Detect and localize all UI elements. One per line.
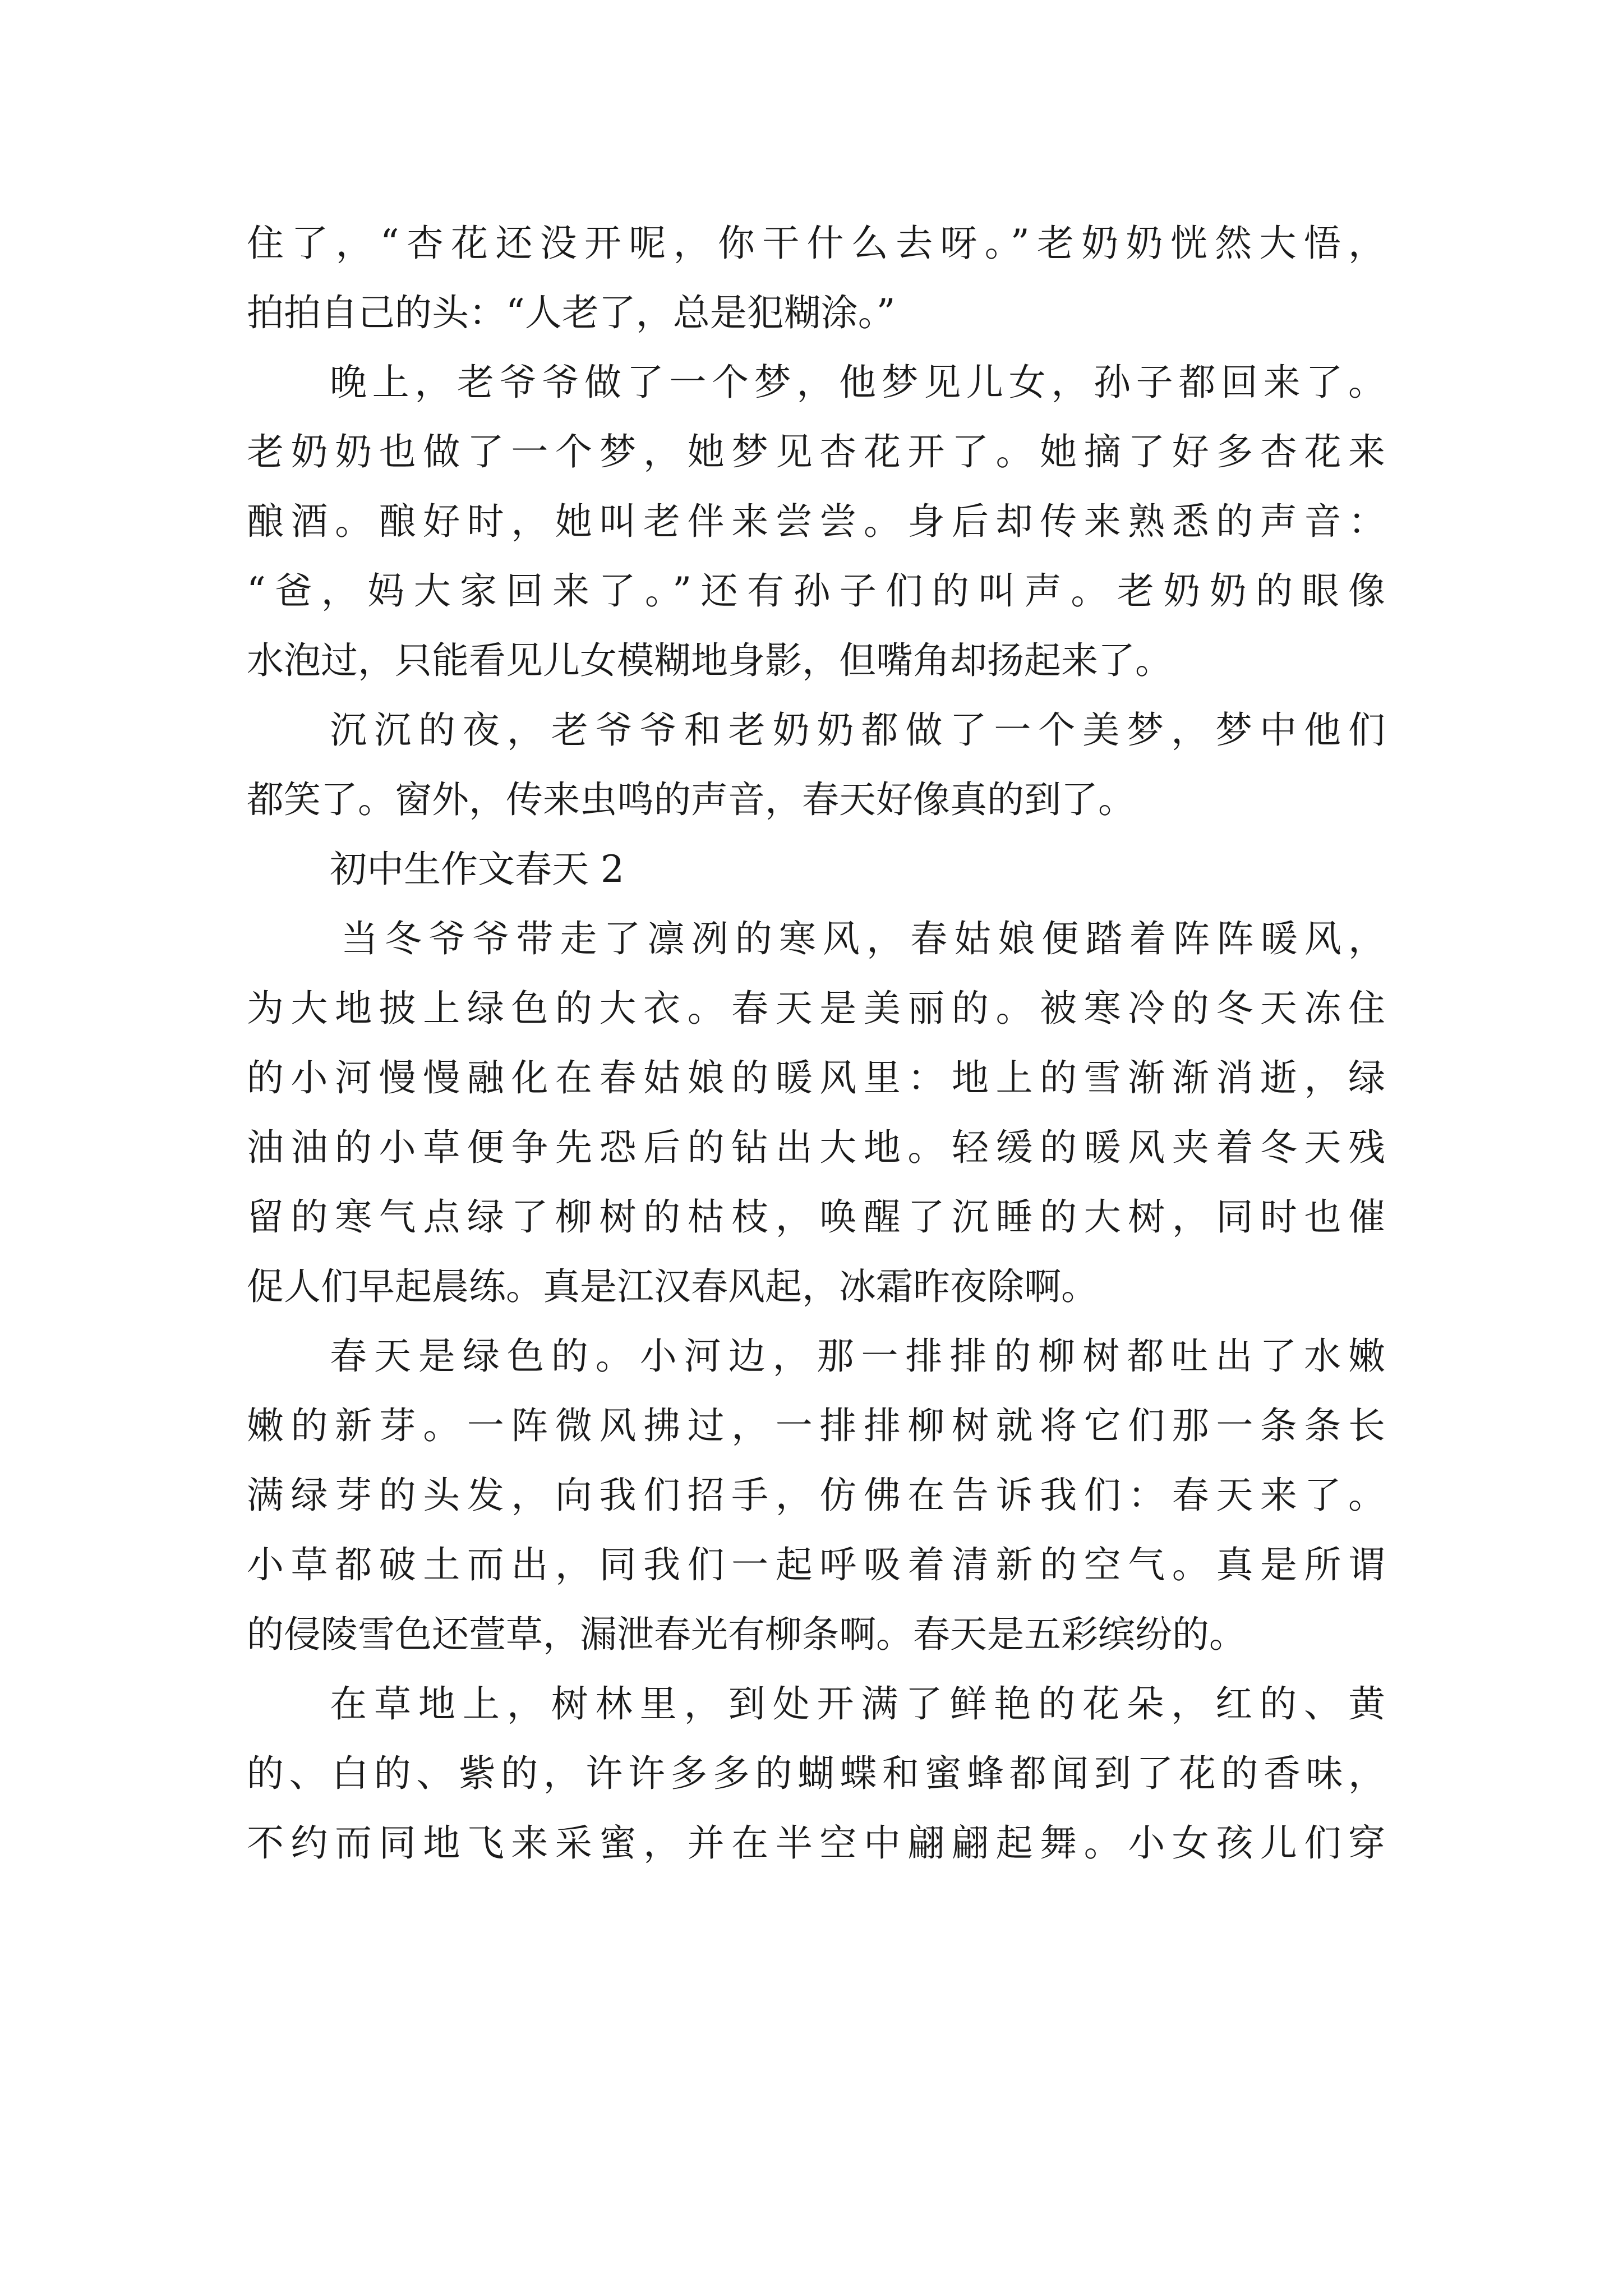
text-line: 住了，“杏花还没开呢，你干什么去呀。”老奶奶恍然大悟，	[247, 222, 1385, 265]
text-line: 拍拍自己的头：“人老了，总是犯糊涂。”	[247, 291, 896, 334]
section-heading: 初中生作文春天 2	[330, 848, 624, 891]
paragraph-start-line: 沉沉的夜，老爷爷和老奶奶都做了一个美梦，梦中他们	[330, 708, 1385, 752]
text-line: 酿酒。酿好时，她叫老伴来尝尝。身后却传来熟悉的声音：	[247, 500, 1385, 543]
text-line: “爸，妈大家回来了。”还有孙子们的叫声。老奶奶的眼像	[247, 569, 1385, 613]
text-line: 老奶奶也做了一个梦，她梦见杏花开了。她摘了好多杏花来	[247, 430, 1385, 473]
paragraph-start-line: 当冬爷爷带走了凛冽的寒风，春姑娘便踏着阵阵暖风，	[341, 917, 1385, 960]
text-line: 满绿芽的头发，向我们招手，仿佛在告诉我们：春天来了。	[247, 1474, 1385, 1517]
text-line: 嫩的新芽。一阵微风拂过，一排排柳树就将它们那一条条长	[247, 1404, 1385, 1447]
text-line: 都笑了。窗外，传来虫鸣的声音，春天好像真的到了。	[247, 778, 1135, 821]
text-line: 留的寒气点绿了柳树的枯枝，唤醒了沉睡的大树，同时也催	[247, 1195, 1385, 1239]
text-line: 的、白的、紫的，许许多多的蝴蝶和蜜蜂都闻到了花的香味，	[247, 1752, 1385, 1795]
paragraph-start-line: 晚上，老爷爷做了一个梦，他梦见儿女，孙子都回来了。	[330, 361, 1385, 404]
text-line: 的小河慢慢融化在春姑娘的暖风里：地上的雪渐渐消逝，绿	[247, 1056, 1385, 1099]
text-line: 小草都破土而出，同我们一起呼吸着清新的空气。真是所谓	[247, 1543, 1385, 1586]
text-line: 油油的小草便争先恐后的钻出大地。轻缓的暖风夹着冬天残	[247, 1126, 1385, 1169]
paragraph-start-line: 在草地上，树林里，到处开满了鲜艳的花朵，红的、黄	[330, 1682, 1385, 1726]
text-line: 不约而同地飞来采蜜，并在半空中翩翩起舞。小女孩儿们穿	[247, 1821, 1385, 1865]
document-body	[247, 209, 1385, 1878]
text-line: 水泡过，只能看见儿女模糊地身影，但嘴角却扬起来了。	[247, 639, 1172, 682]
text-line: 的侵陵雪色还萱草，漏泄春光有柳条啊。春天是五彩缤纷的。	[247, 1613, 1246, 1656]
paragraph-start-line: 春天是绿色的。小河边，那一排排的柳树都吐出了水嫩	[330, 1335, 1385, 1378]
text-line: 促人们早起晨练。真是江汉春风起，冰霜昨夜除啊。	[247, 1265, 1098, 1308]
text-line: 为大地披上绿色的大衣。春天是美丽的。被寒冷的冬天冻住	[247, 987, 1385, 1030]
